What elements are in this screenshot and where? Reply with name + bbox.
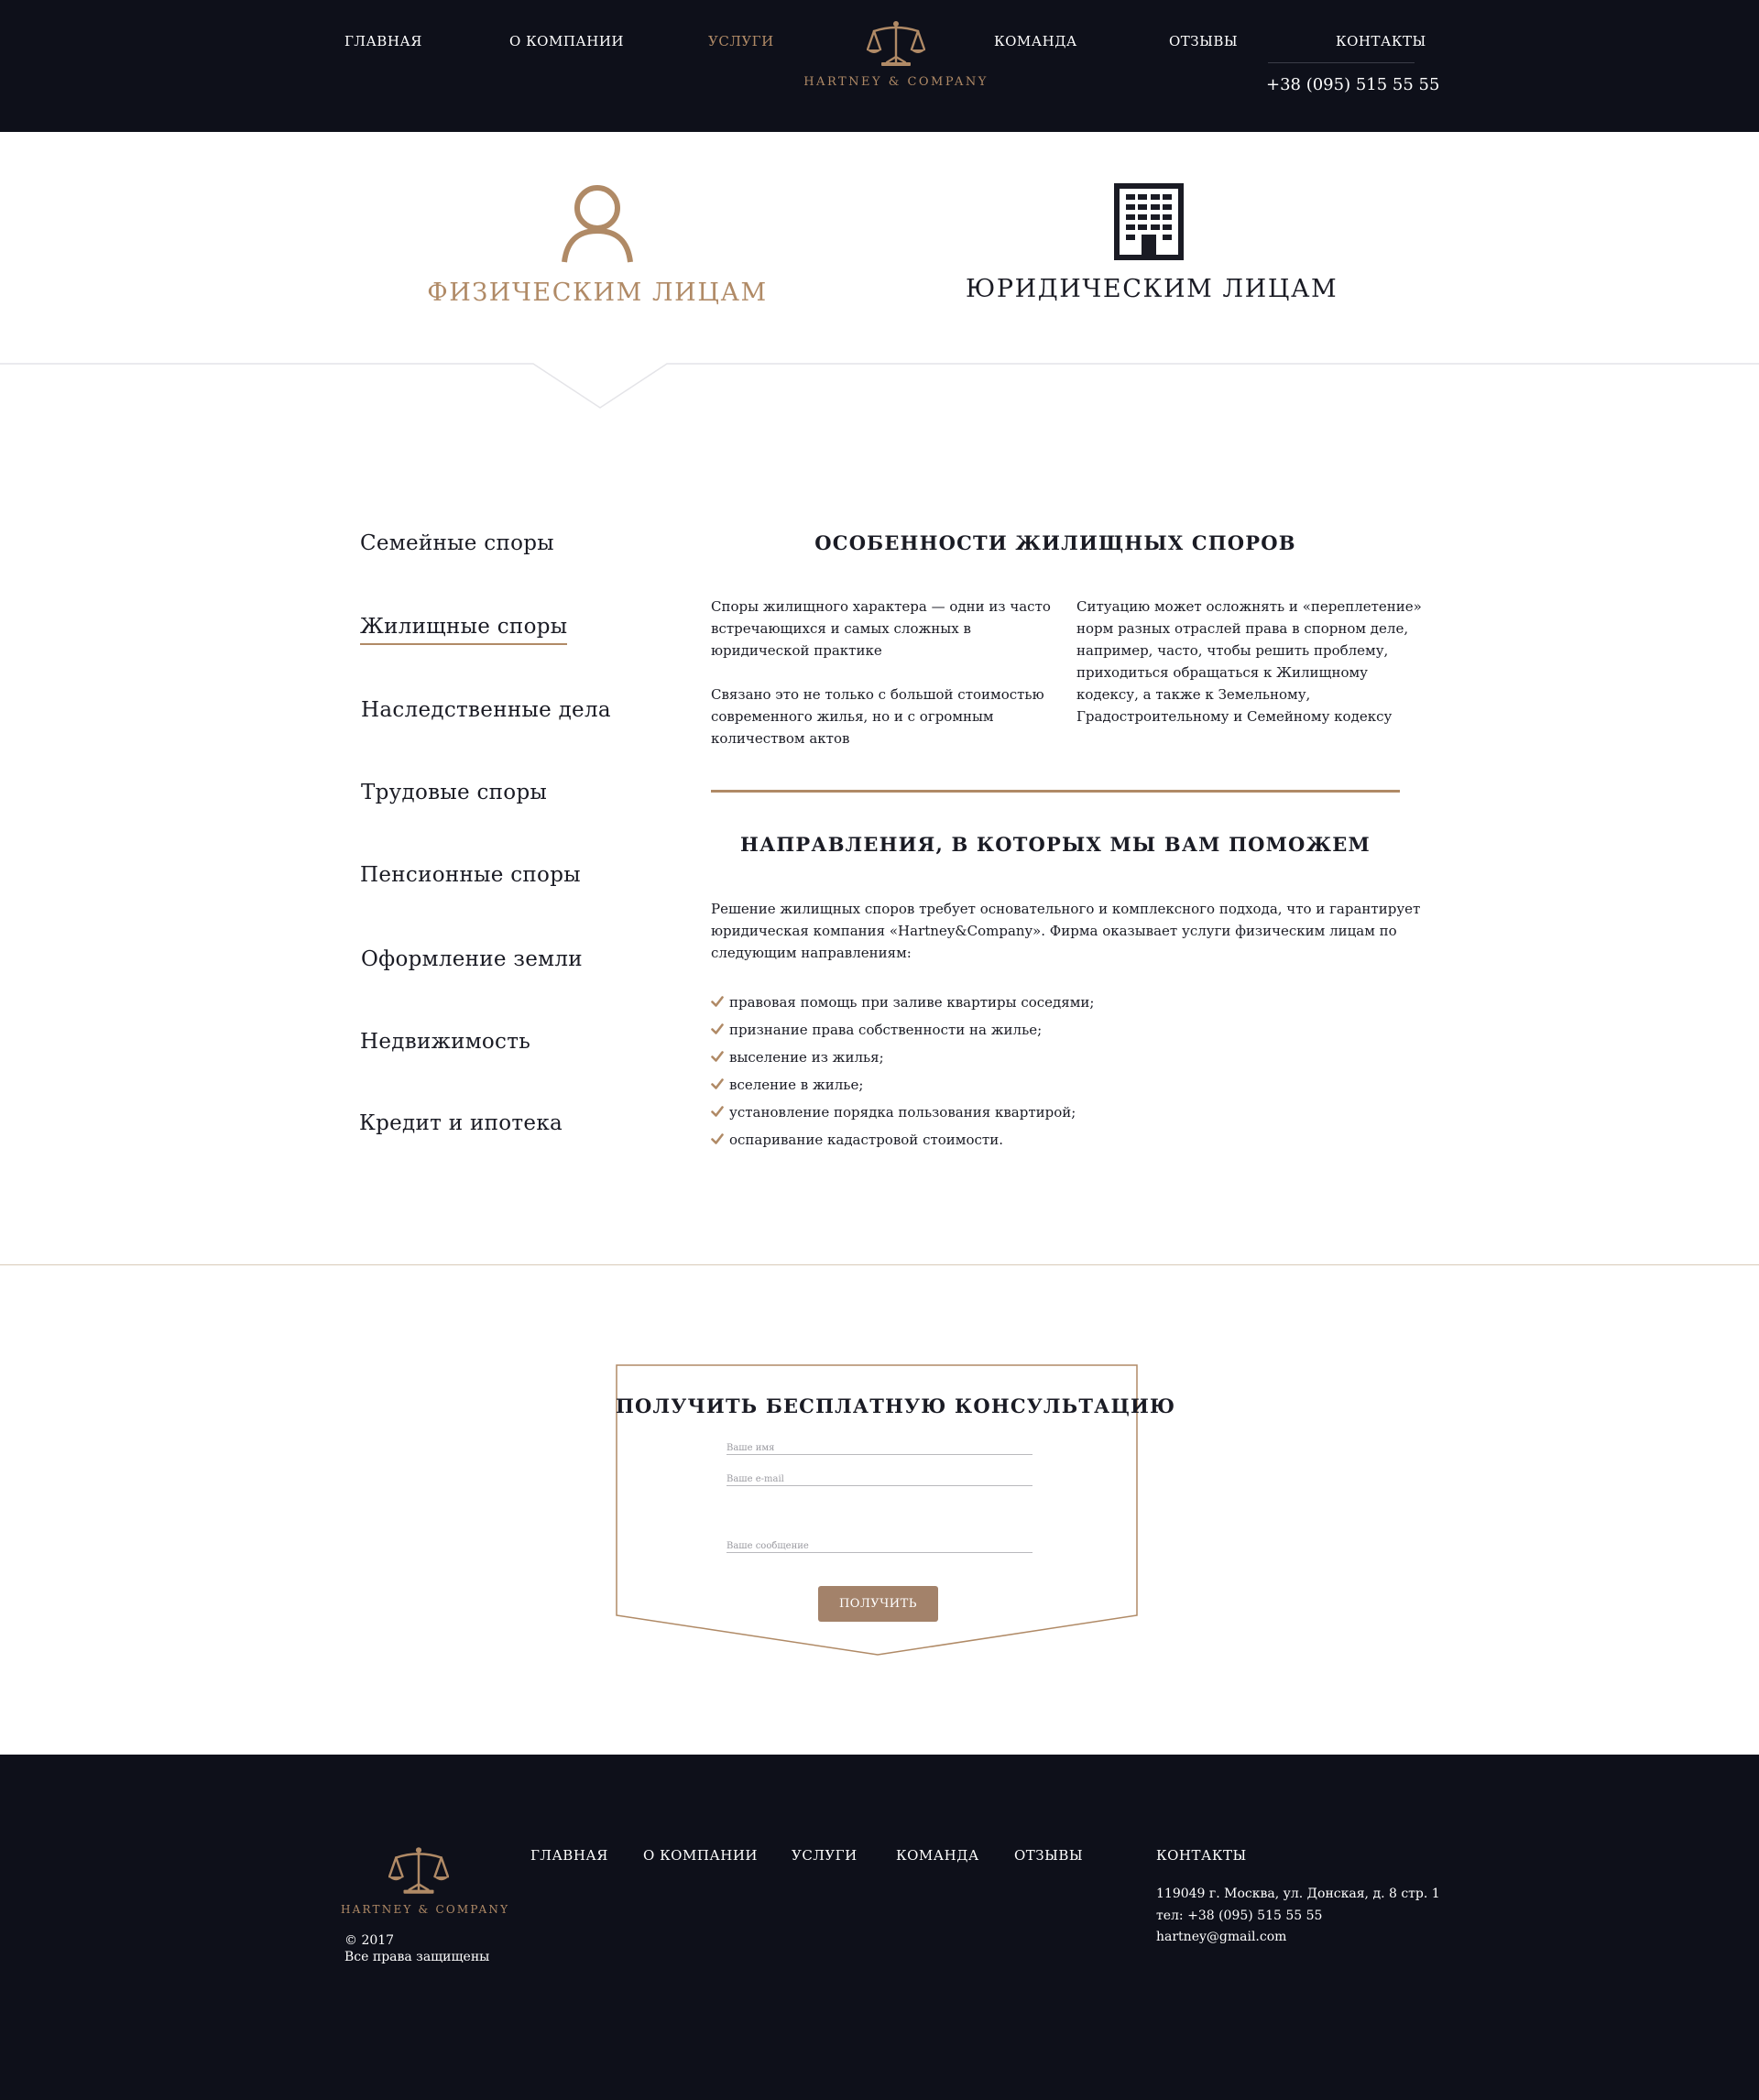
tab-legal-entities-label: ЮРИДИЧЕСКИМ ЛИЦАМ [966, 275, 1338, 303]
building-icon [1114, 183, 1184, 260]
header-phone-link[interactable]: +38 (095) 515 55 55 [1266, 75, 1440, 94]
person-icon [561, 183, 634, 264]
nav-contacts-link[interactable]: КОНТАКТЫ [1336, 33, 1426, 49]
text-line: норм разных отраслей права в спорном деле, [1076, 620, 1409, 637]
sidebar-item-pension-disputes[interactable]: Пенсионные споры [360, 863, 581, 887]
nav-services-link[interactable]: УСЛУГИ [708, 33, 774, 49]
directions-list [711, 991, 1094, 1156]
email-field[interactable] [727, 1473, 1032, 1486]
text-line: следующим направлениям: [711, 945, 912, 961]
directions-intro [711, 898, 1420, 964]
sidebar-item-family-disputes[interactable]: Семейные споры [360, 531, 554, 555]
list-item [711, 1129, 1094, 1156]
col1-paragraph-1 [711, 596, 1051, 662]
tab-individuals-label: ФИЗИЧЕСКИМ ЛИЦАМ [427, 279, 768, 307]
text-line: Споры жилищного характера — одни из часто [711, 598, 1051, 615]
content-divider [711, 790, 1400, 793]
logo-text: HARTNEY & COMPANY [803, 75, 989, 89]
site-footer [0, 1755, 1759, 2100]
check-icon [711, 1105, 724, 1118]
col1-paragraph-2 [711, 684, 1044, 749]
list-item [711, 1074, 1094, 1101]
nav-reviews-link[interactable]: ОТЗЫВЫ [1169, 33, 1239, 49]
scales-icon [388, 1846, 449, 1898]
nav-company-link[interactable]: О КОМПАНИИ [509, 33, 625, 49]
list-item [711, 991, 1094, 1019]
message-field[interactable] [727, 1540, 1032, 1553]
consultation-form-title: ПОЛУЧИТЬ БЕСПЛАТНУЮ КОНСУЛЬТАЦИЮ [616, 1395, 1176, 1417]
list-item-text: правовая помощь при заливе квартиры соседями; [729, 994, 1095, 1011]
tab-individuals[interactable] [414, 183, 781, 307]
text-line: юридическая компания «Hartney&Company». Фирма оказывает услуги физическим лицам по [711, 923, 1397, 939]
text-line: современного жилья, но и с огромным [711, 708, 994, 725]
footer-address: 119049 г. Москва, ул. Донская, д. 8 стр. 1 [1156, 1887, 1440, 1901]
list-item-text: признание права собственности на жилье; [729, 1022, 1043, 1038]
list-item-text: вселение в жилье; [729, 1077, 864, 1093]
check-icon [711, 1023, 724, 1035]
footer-nav-team-link[interactable]: КОМАНДА [896, 1847, 979, 1864]
housing-features-title: ОСОБЕННОСТИ ЖИЛИЩНЫХ СПОРОВ [814, 531, 1296, 554]
check-icon [711, 1132, 724, 1145]
col2-paragraph-1 [1076, 596, 1422, 727]
text-line: кодексу, а также к Земельному, [1076, 686, 1311, 703]
list-item-text: выселение из жилья; [729, 1049, 884, 1066]
text-line: например, часто, чтобы решить проблему, [1076, 642, 1389, 659]
check-icon [711, 995, 724, 1008]
footer-phone-link[interactable]: тел: +38 (095) 515 55 55 [1156, 1909, 1323, 1923]
text-line: Ситуацию может осложнять и «переплетение» [1076, 598, 1422, 615]
list-item-text: установление порядка пользования квартирой; [729, 1104, 1076, 1121]
footer-logo-text: HARTNEY & COMPANY [341, 1903, 510, 1916]
text-line: приходиться обращаться к Жилищному [1076, 664, 1368, 681]
list-item [711, 1101, 1094, 1129]
footer-nav-company-link[interactable]: О КОМПАНИИ [643, 1847, 759, 1864]
text-line: юридической практике [711, 642, 882, 659]
footer-email-link[interactable]: hartney@gmail.com [1156, 1930, 1287, 1944]
sidebar-item-inheritance[interactable]: Наследственные дела [361, 698, 611, 722]
footer-contacts-title: КОНТАКТЫ [1156, 1847, 1247, 1864]
text-line: количеством актов [711, 730, 850, 747]
text-line: Градостроительному и Семейному кодексу [1076, 708, 1393, 725]
list-item [711, 1046, 1094, 1074]
sidebar-item-housing-disputes[interactable]: Жилищные споры [360, 615, 567, 645]
copyright: © 2017 [344, 1933, 395, 1948]
rights-reserved: Все права защищены [344, 1950, 490, 1964]
footer-logo[interactable] [341, 1846, 510, 1916]
tabs-underline [0, 0, 1759, 421]
footer-nav-reviews-link[interactable]: ОТЗЫВЫ [1014, 1847, 1084, 1864]
submit-button[interactable]: ПОЛУЧИТЬ [818, 1586, 938, 1622]
list-item-text: оспаривание кадастровой стоимости. [729, 1132, 1003, 1148]
check-icon [711, 1077, 724, 1090]
sidebar-item-real-estate[interactable]: Недвижимость [360, 1030, 531, 1054]
sidebar-item-land-registration[interactable]: Оформление земли [361, 947, 583, 971]
section-divider [0, 1264, 1759, 1265]
sidebar-item-labor-disputes[interactable]: Трудовые споры [361, 781, 548, 804]
text-line: встречающихся и самых сложных в [711, 620, 971, 637]
text-line: Связано это не только с большой стоимостью [711, 686, 1044, 703]
sidebar-item-credit-mortgage[interactable]: Кредит и ипотека [359, 1111, 563, 1135]
text-line: Решение жилищных споров требует основательного и комплексного подхода, что и гарантирует [711, 901, 1421, 917]
check-icon [711, 1050, 724, 1063]
directions-title: НАПРАВЛЕНИЯ, В КОТОРЫХ МЫ ВАМ ПОМОЖЕМ [740, 833, 1371, 856]
name-field[interactable] [727, 1442, 1032, 1455]
nav-team-link[interactable]: КОМАНДА [994, 33, 1077, 49]
footer-nav-home-link[interactable]: ГЛАВНАЯ [530, 1847, 608, 1864]
footer-nav-services-link[interactable]: УСЛУГИ [792, 1847, 858, 1864]
nav-home-link[interactable]: ГЛАВНАЯ [344, 33, 422, 49]
tab-legal-entities[interactable] [966, 183, 1338, 303]
list-item [711, 1019, 1094, 1046]
